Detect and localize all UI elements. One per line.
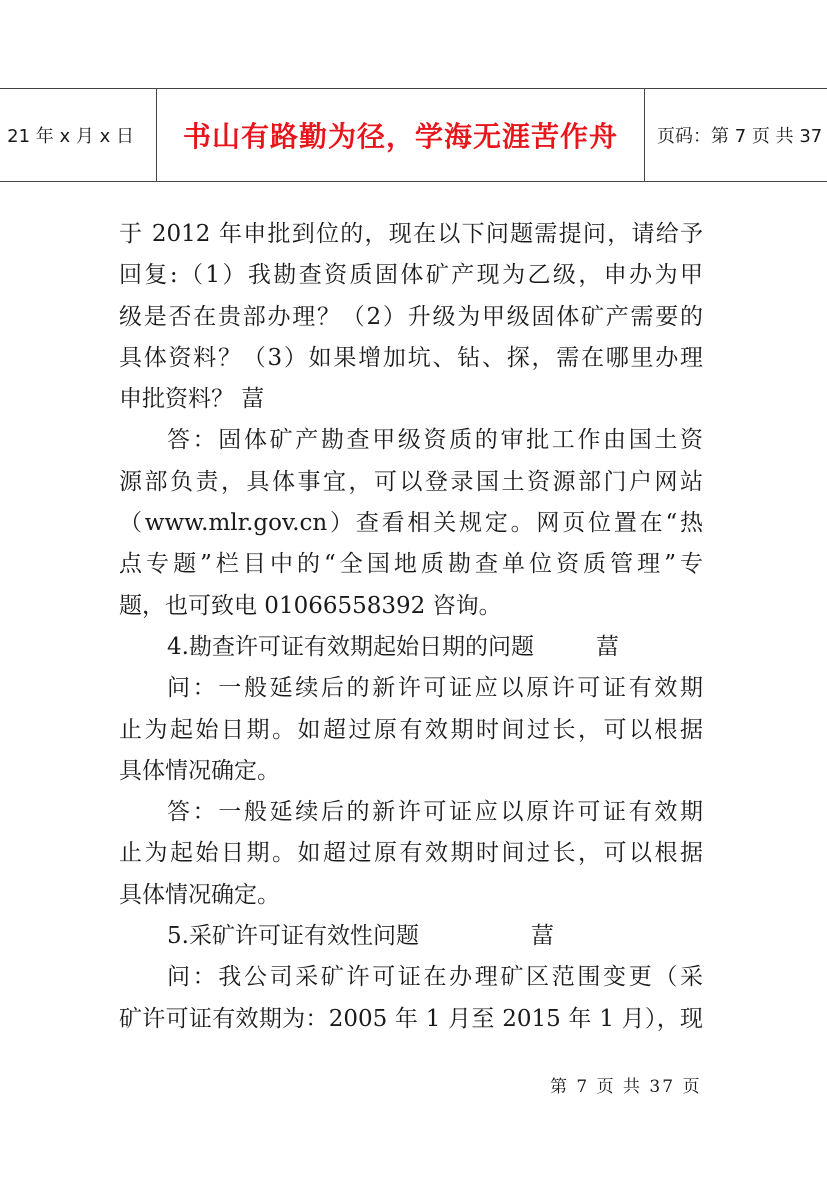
text-line: 问：一般延续后的新许可证应以原许可证有效期 — [167, 675, 703, 702]
section-heading-line — [119, 916, 703, 957]
text-line: 源部负责，具体事宜，可以登录国土资源部门户网站 — [119, 468, 703, 495]
text-line: （www.mlr.gov.cn）查看相关规定。网页位置在“热 — [119, 510, 703, 537]
page-header — [0, 88, 827, 182]
text-line: 点专题”栏目中的“全国地质勘查单位资质管理”专 — [119, 551, 703, 578]
text-line: 问：我公司采矿许可证在办理矿区范围变更（采 — [167, 964, 703, 991]
header-slogan: 书山有路勤为径，学海无涯苦作舟 — [157, 89, 645, 181]
page-footer: 第 7 页 共 37 页 — [550, 1077, 702, 1097]
section-mark: 葍 — [530, 923, 554, 950]
section-heading-5: 5.采矿许可证有效性问题 — [167, 923, 419, 950]
text-line: 申批资料？ 葍 — [119, 386, 265, 413]
section-heading-4: 4.勘查许可证有效期起始日期的问题 — [167, 633, 534, 660]
text-line: 于 2012 年申批到位的，现在以下问题需提问，请给予 — [119, 221, 703, 247]
text-line: 具体资料？（3）如果增加坑、钻、探，需在哪里办理 — [119, 344, 703, 371]
text-line: 具体情况确定。 — [119, 881, 280, 908]
header-date: 21 年 x 月 x 日 — [0, 89, 157, 181]
section-heading-line — [119, 627, 703, 668]
text-line: 止为起始日期。如超过原有效期时间过长，可以根据 — [119, 716, 703, 743]
text-line: 止为起始日期。如超过原有效期时间过长，可以根据 — [119, 840, 703, 867]
text-line: 题，也可致电 01066558392 咨询。 — [119, 592, 502, 619]
text-line: 答：固体矿产勘查甲级资质的审批工作由国土资 — [167, 427, 703, 454]
text-line: 具体情况确定。 — [119, 757, 280, 784]
text-line: 级是否在贵部办理？（2）升级为甲级固体矿产需要的 — [119, 303, 703, 330]
text-line: 回复:（1）我勘查资质固体矿产现为乙级，申办为甲 — [119, 262, 703, 289]
document-body — [119, 214, 703, 1040]
text-line: 矿许可证有效期为：2005 年 1 月至 2015 年 1 月），现 — [119, 1005, 703, 1032]
text-line: 答：一般延续后的新许可证应以原许可证有效期 — [167, 799, 703, 826]
header-page-info: 页码：第 7 页 共 37 — [657, 126, 823, 147]
section-mark: 葍 — [595, 633, 619, 660]
